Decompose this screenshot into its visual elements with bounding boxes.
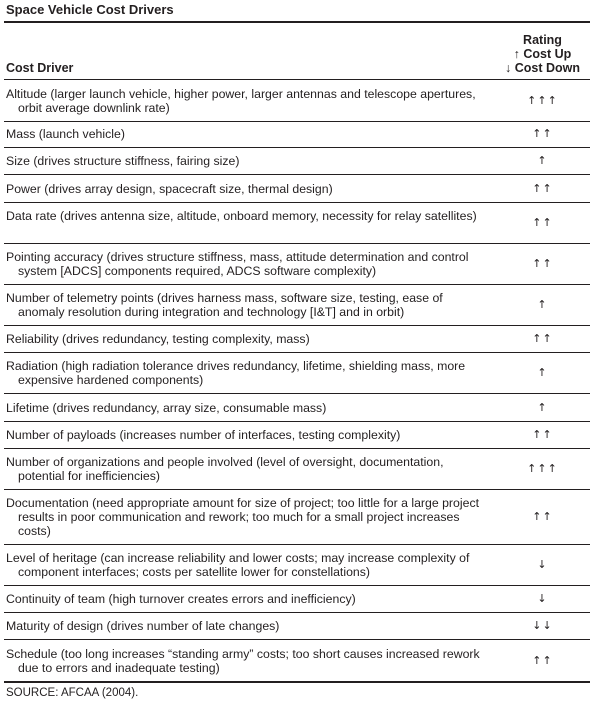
rating-arrows: ↑↑ — [532, 654, 553, 667]
cost-driver-header: Cost Driver — [6, 61, 74, 75]
cost-driver-text: Pointing accuracy (drives structure stiffness, mass, attitude determination and control system [ADCS] components required, ADCS software complexity) — [6, 250, 469, 278]
rating-arrows: ↑↑↑ — [527, 94, 558, 107]
cost-driver-text: Documentation (need appropriate amount for size of project; too little for a large project results in poor communication and rework; too much for a small project increases costs) — [6, 496, 480, 538]
rating-arrows: ↑↑ — [532, 182, 553, 195]
row-divider — [4, 202, 590, 203]
rating-arrows: ↑↑ — [532, 332, 553, 345]
table-title: Space Vehicle Cost Drivers — [6, 2, 174, 17]
rating-arrows: ↑↑ — [532, 510, 553, 523]
cost-driver-text: Data rate (drives antenna size, altitude, onboard memory, necessity for relay satellites) — [6, 209, 477, 223]
rating-arrows: ↑↑ — [532, 216, 553, 229]
cost-driver-text: Continuity of team (high turnover creates errors and inefficiency) — [6, 592, 356, 606]
row-divider — [4, 325, 590, 326]
rating-header-line: Rating — [523, 33, 562, 47]
top-rule — [4, 21, 590, 23]
rating-header-line: ↓ Cost Down — [505, 61, 580, 75]
rating-arrows: ↑ — [537, 154, 548, 167]
cost-driver-text: Number of organizations and people involved (level of oversight, documentation, potential for inefficiencies) — [6, 455, 444, 483]
rating-header-line: ↑ Cost Up — [513, 47, 572, 61]
row-divider — [4, 174, 590, 175]
cost-driver-text: Lifetime (drives redundancy, array size, consumable mass) — [6, 401, 327, 415]
rating-arrows: ↑↑ — [532, 257, 553, 270]
row-divider — [4, 284, 590, 285]
cost-driver-text: Maturity of design (drives number of late changes) — [6, 619, 280, 633]
rating-arrows: ↑↑↑ — [527, 462, 558, 475]
cost-driver-text: Number of telemetry points (drives harness mass, software size, testing, ease of anomaly resolution during integration and technology [I&T] and in orbit) — [6, 291, 443, 319]
rating-header — [495, 33, 590, 75]
rating-arrows: ↑↑ — [532, 127, 553, 140]
rating-arrows: ↑ — [537, 298, 548, 311]
bottom-rule — [4, 681, 590, 683]
cost-driver-text: Reliability (drives redundancy, testing complexity, mass) — [6, 332, 310, 346]
header-rule — [4, 79, 590, 80]
cost-driver-text: Schedule (too long increases “standing army” costs; too short causes increased rework due to errors and inadequate testing) — [6, 647, 480, 675]
cost-driver-text: Altitude (larger launch vehicle, higher power, larger antennas and telescope apertures, orbit average downlink rate) — [6, 87, 476, 115]
row-divider — [4, 421, 590, 422]
row-divider — [4, 585, 590, 586]
rating-arrows: ↓↓ — [532, 619, 553, 632]
cost-driver-text: Size (drives structure stiffness, fairing size) — [6, 154, 240, 168]
row-divider — [4, 612, 590, 613]
rating-arrows: ↓ — [537, 592, 548, 605]
row-divider — [4, 544, 590, 545]
rating-arrows: ↑ — [537, 401, 548, 414]
row-divider — [4, 639, 590, 640]
rating-arrows: ↑↑ — [532, 428, 553, 441]
row-divider — [4, 147, 590, 148]
source-note: SOURCE: AFCAA (2004). — [6, 687, 139, 699]
rating-arrows: ↓ — [537, 558, 548, 571]
cost-driver-text: Mass (launch vehicle) — [6, 127, 125, 141]
row-divider — [4, 393, 590, 394]
row-divider — [4, 489, 590, 490]
rating-arrows: ↑ — [537, 366, 548, 379]
row-divider — [4, 243, 590, 244]
cost-driver-text: Number of payloads (increases number of interfaces, testing complexity) — [6, 428, 401, 442]
cost-driver-text: Radiation (high radiation tolerance drives redundancy, lifetime, shielding mass, more expensive hardened components) — [6, 359, 466, 387]
cost-driver-text: Level of heritage (can increase reliability and lower costs; may increase complexity of component interfaces; costs per satellite lower for constellations) — [6, 551, 470, 579]
row-divider — [4, 121, 590, 122]
row-divider — [4, 448, 590, 449]
cost-driver-text: Power (drives array design, spacecraft size, thermal design) — [6, 182, 333, 196]
row-divider — [4, 352, 590, 353]
